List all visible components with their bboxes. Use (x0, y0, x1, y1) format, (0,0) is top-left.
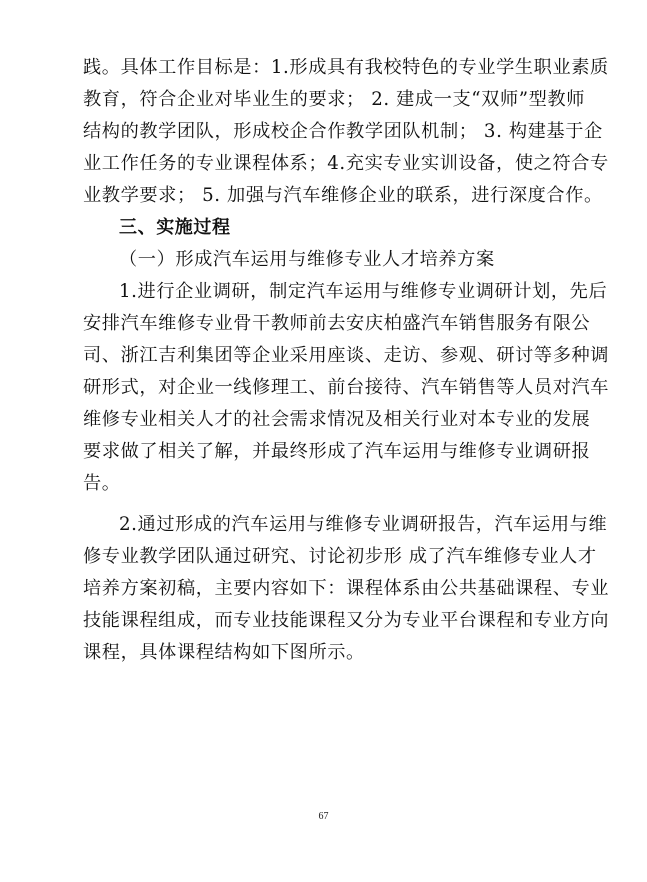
text-line: 教育，符合企业对毕业生的要求； 2. 建成一支“双师”型教师 (83, 89, 586, 110)
paragraph-1-line: 维修专业相关人才的社会需求情况及相关行业对本专业的发展 (83, 409, 591, 430)
paragraph-1-line: 司、浙江吉利集团等企业采用座谈、走访、参观、研讨等多种调 (83, 345, 610, 366)
paragraph-1-line: 告。 (83, 473, 121, 494)
text-line: 践。具体工作目标是：1.形成具有我校特色的专业学生职业素质 (83, 57, 609, 78)
text-line: 业教学要求； 5. 加强与汽车维修企业的联系，进行深度合作。 (83, 185, 603, 206)
paragraph-1-line: 安排汽车维修专业骨干教师前去安庆柏盛汽车销售服务有限公 (83, 313, 591, 334)
section-heading: 三、实施过程 (119, 217, 231, 238)
text-line: 业工作任务的专业课程体系；4.充实专业实训设备，使之符合专 (83, 153, 609, 174)
paragraph-2-line: 修专业教学团队通过研究、讨论初步形 成了汽车维修专业人才 (83, 546, 597, 567)
paragraph-2-line: 技能课程组成，而专业技能课程又分为专业平台课程和专业方向 (83, 610, 610, 631)
paragraph-spacer (83, 500, 578, 509)
paragraph-1-line: 1.进行企业调研，制定汽车运用与维修专业调研计划，先后 (119, 281, 608, 302)
subsection-heading: （一）形成汽车运用与维修专业人才培养方案 (119, 249, 495, 270)
paragraph-2-line: 2.通过形成的汽车运用与维修专业调研报告，汽车运用与维 (119, 514, 608, 535)
paragraph-1-line: 要求做了相关了解，并最终形成了汽车运用与维修专业调研报 (83, 441, 591, 462)
document-body (83, 52, 610, 669)
text-line: 结构的教学团队，形成校企合作教学团队机制； 3. 构建基于企 (83, 121, 603, 142)
paragraph-2-line: 培养方案初稿，主要内容如下：课程体系由公共基础课程、专业 (83, 578, 610, 599)
page-number: 67 (318, 811, 329, 822)
paragraph-1-line: 研形式，对企业一线修理工、前台接待、汽车销售等人员对汽车 (83, 377, 610, 398)
paragraph-2-line: 课程，具体课程结构如下图所示。 (83, 642, 365, 663)
